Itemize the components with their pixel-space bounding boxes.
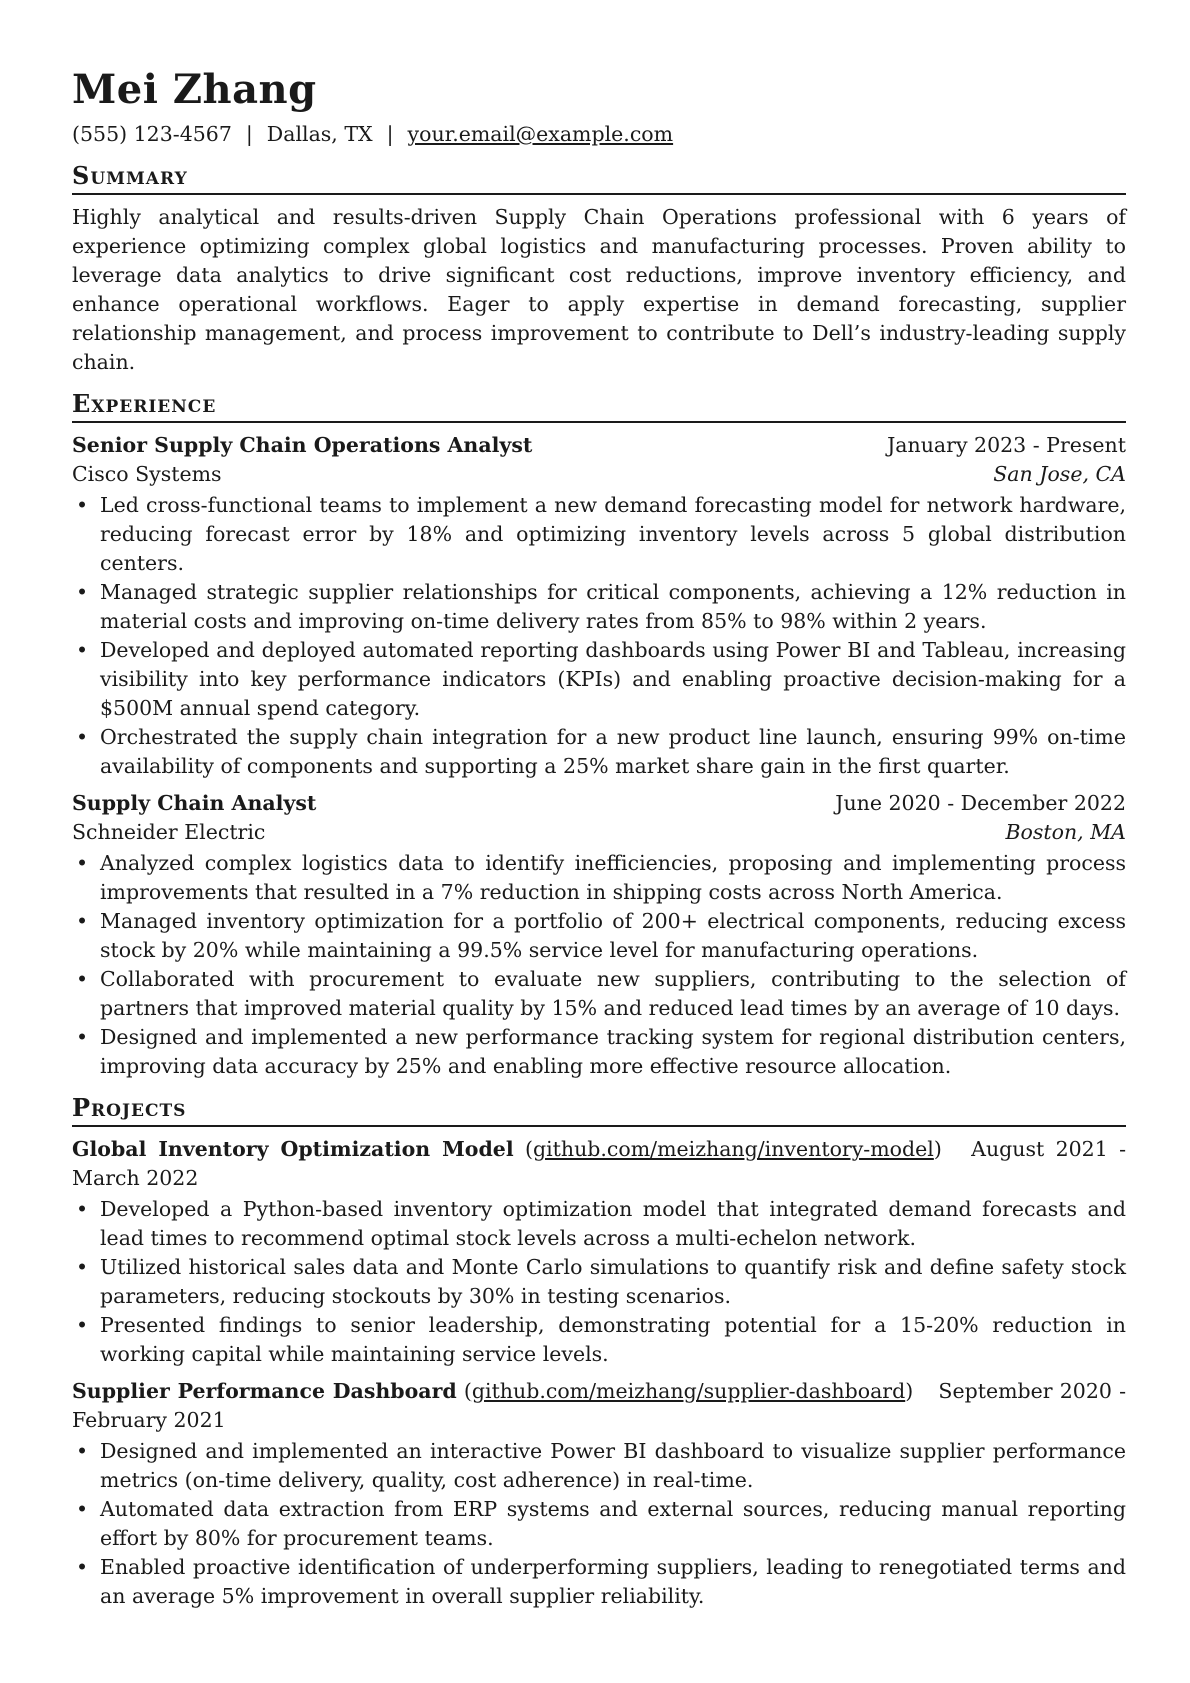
separator: | xyxy=(245,122,253,146)
bullet-item: • Managed strategic supplier relationships for critical components, achieving a 12% reduction in material costs and improving on-time delivery rates from 85% to 98% within 2 years. xyxy=(100,578,1126,636)
job-role: Senior Supply Chain Operations Analyst xyxy=(72,433,533,457)
email-link[interactable]: your.email@example.com xyxy=(407,122,674,146)
phone: (555) 123-4567 xyxy=(72,122,232,146)
project-link[interactable]: github.com/meizhang/inventory-model xyxy=(532,1137,934,1161)
job-role: Supply Chain Analyst xyxy=(72,791,317,815)
bullet-item: • Analyzed complex logistics data to identify inefficiencies, proposing and implementing process improvements that resulted in a 7% reduction in shipping costs across North America. xyxy=(100,849,1126,907)
bullet-item: • Collaborated with procurement to evaluate new suppliers, contributing to the selection of partners that improved material quality by 15% and reduced lead times by an average of 10 days. xyxy=(100,965,1126,1023)
job-subheader xyxy=(72,818,1126,847)
separator: | xyxy=(386,122,394,146)
bullet-item: • Designed and implemented a new performance tracking system for regional distribution centers, improving data accuracy by 25% and enabling more effective resource allocation. xyxy=(100,1023,1126,1081)
bullet-item: • Managed inventory optimization for a portfolio of 200+ electrical components, reducing excess stock by 20% while maintaining a 99.5% service level for manufacturing operations. xyxy=(100,907,1126,965)
contact-line xyxy=(72,120,1126,149)
bullet-item: • Presented findings to senior leadership, demonstrating potential for a 15-20% reduction in working capital while maintaining service levels. xyxy=(100,1311,1126,1369)
project-name: Supplier Performance Dashboard xyxy=(72,1379,457,1403)
project-entry xyxy=(72,1135,1126,1369)
location: Dallas, TX xyxy=(266,122,373,146)
project-link[interactable]: github.com/meizhang/supplier-dashboard xyxy=(471,1379,906,1403)
job-company: Cisco Systems xyxy=(72,462,222,486)
summary-text: Highly analytical and results-driven Supply Chain Operations professional with 6 years of experience optimizing complex global logistics and manufacturing processes. Proven ability to leverage data analytics to drive significant cost reductions, improve inventory efficiency, and enhance operational workflows. Eager to apply expertise in demand forecasting, supplier relationship management, and process improvement to contribute to Dell’s industry-leading supply chain. xyxy=(72,205,1126,374)
job-location: San Jose, CA xyxy=(993,462,1126,486)
job-bullets xyxy=(72,849,1126,1081)
project-dates: September 2020 - February 2021 xyxy=(72,1379,1127,1432)
job-company: Schneider Electric xyxy=(72,820,266,844)
job-entry xyxy=(72,431,1126,781)
job-dates: June 2020 - December 2022 xyxy=(835,791,1126,815)
candidate-name: Mei Zhang xyxy=(72,66,317,113)
bullet-item: • Designed and implemented an interactive Power BI dashboard to visualize supplier performance metrics (on-time delivery, quality, cost adherence) in real-time. xyxy=(100,1437,1126,1495)
job-subheader xyxy=(72,460,1126,489)
bullet-item: • Developed and deployed automated reporting dashboards using Power BI and Tableau, increasing visibility into key performance indicators (KPIs) and enabling proactive decision-making for a $500M annual spend category. xyxy=(100,636,1126,723)
projects-heading: Projects xyxy=(72,1093,1126,1127)
project-dates: August 2021 - March 2022 xyxy=(72,1137,1126,1190)
bullet-item: • Led cross-functional teams to implement a new demand forecasting model for network hardware, reducing forecast error by 18% and optimizing inventory levels across 5 global distribution centers. xyxy=(100,491,1126,578)
project-header: Global Inventory Optimization Model (github.com/meizhang/inventory-model) August 2021 - March 2022 xyxy=(72,1137,1126,1190)
job-dates: January 2023 - Present xyxy=(887,433,1126,457)
job-header xyxy=(72,789,1126,818)
bullet-item: • Enabled proactive identification of underperforming suppliers, leading to renegotiated terms and an average 5% improvement in overall supplier reliability. xyxy=(100,1553,1126,1611)
project-bullets xyxy=(72,1437,1126,1611)
job-entry xyxy=(72,789,1126,1081)
project-bullets xyxy=(72,1195,1126,1369)
bullet-item: • Automated data extraction from ERP systems and external sources, reducing manual reporting effort by 80% for procurement teams. xyxy=(100,1495,1126,1553)
project-header: Supplier Performance Dashboard (github.com/meizhang/supplier-dashboard) September 2020 - February 2021 xyxy=(72,1379,1127,1432)
project-name: Global Inventory Optimization Model xyxy=(72,1137,514,1161)
job-location: Boston, MA xyxy=(1005,820,1126,844)
project-entry xyxy=(72,1377,1126,1611)
job-bullets xyxy=(72,491,1126,781)
bullet-item: • Utilized historical sales data and Monte Carlo simulations to quantify risk and define safety stock parameters, reducing stockouts by 30% in testing scenarios. xyxy=(100,1253,1126,1311)
experience-heading: Experience xyxy=(72,389,1126,423)
bullet-item: • Developed a Python-based inventory optimization model that integrated demand forecasts and lead times to recommend optimal stock levels across a multi-echelon network. xyxy=(100,1195,1126,1253)
bullet-item: • Orchestrated the supply chain integration for a new product line launch, ensuring 99% on-time availability of components and supporting a 25% market share gain in the first quarter. xyxy=(100,723,1126,781)
job-header xyxy=(72,431,1126,460)
summary-heading: Summary xyxy=(72,161,1126,195)
